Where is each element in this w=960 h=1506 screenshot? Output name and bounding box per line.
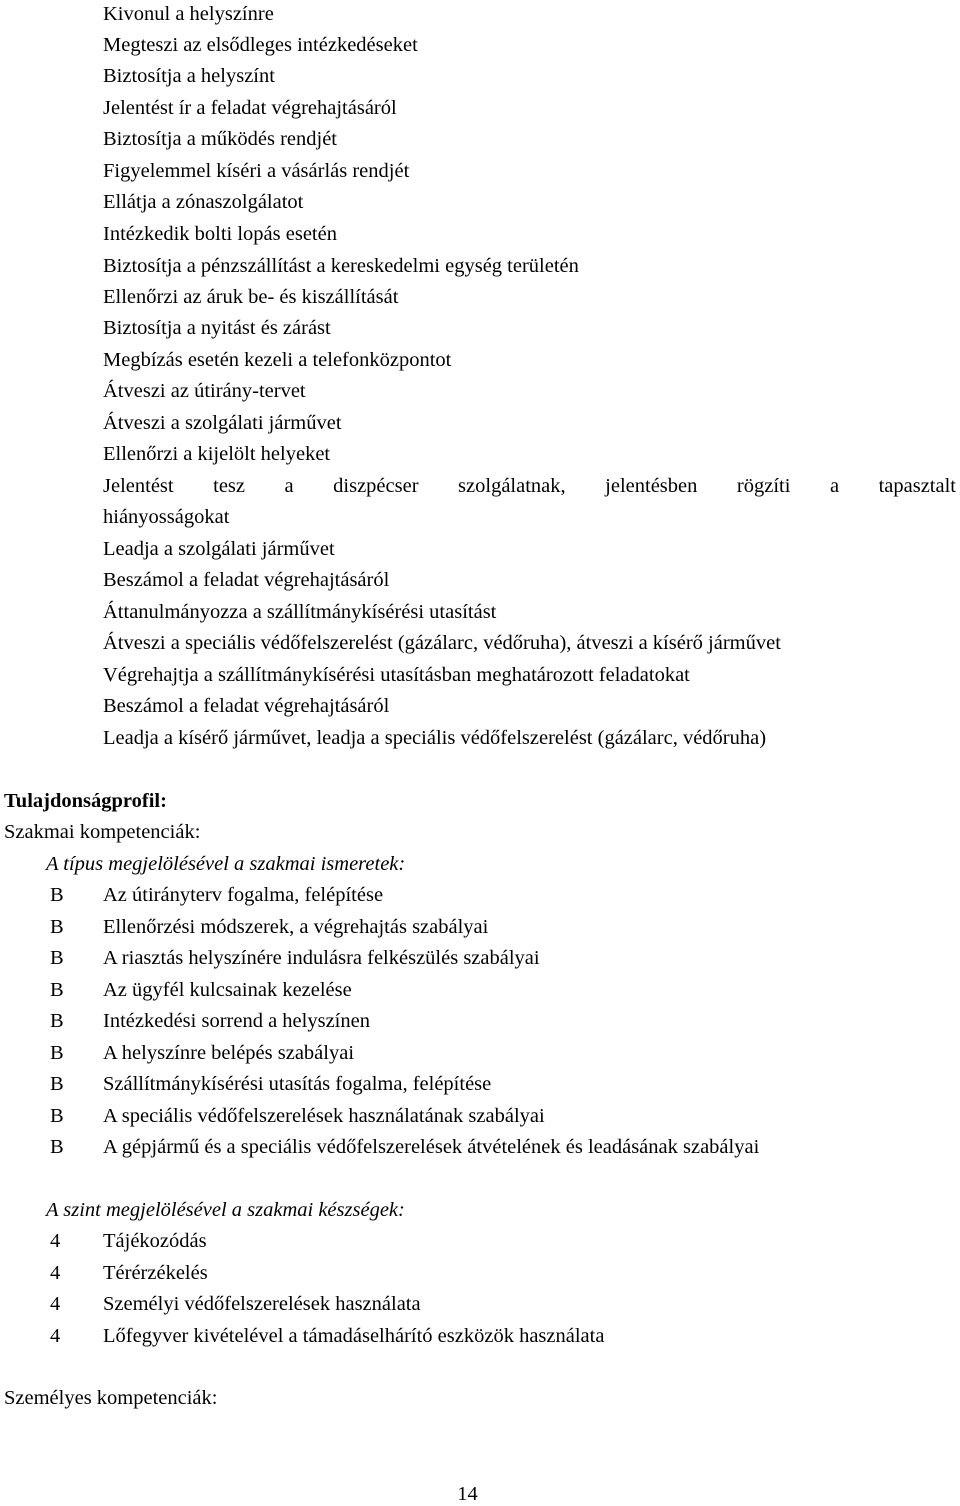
skill-level: 4 [50, 1262, 61, 1284]
professional-competences-heading: Szakmai kompetenciák: [4, 821, 201, 843]
knowledge-text: A helyszínre belépés szabályai [103, 1042, 355, 1064]
task-line-continuation: hiányosságokat [103, 506, 230, 528]
task-line: Kivonul a helyszínre [103, 3, 274, 25]
knowledge-row [0, 915, 960, 939]
knowledge-row [0, 946, 960, 970]
knowledge-code: B [50, 947, 64, 969]
skill-text: Lőfegyver kivételével a támadáselhárító eszközök használata [103, 1325, 605, 1347]
knowledge-text: Szállítmánykísérési utasítás fogalma, felépítése [103, 1073, 492, 1095]
skill-row [0, 1229, 960, 1253]
task-line: Megteszi az elsődleges intézkedéseket [103, 34, 418, 56]
knowledge-text: A speciális védőfelszerelések használatának szabályai [103, 1105, 545, 1127]
task-line: Biztosítja a működés rendjét [103, 128, 337, 150]
task-line: Beszámol a feladat végrehajtásáról [103, 695, 390, 717]
skill-level: 4 [50, 1230, 61, 1252]
skills-heading: A szint megjelölésével a szakmai készségek: [46, 1199, 405, 1221]
knowledge-text: Intézkedési sorrend a helyszínen [103, 1010, 370, 1032]
knowledge-code: B [50, 916, 64, 938]
knowledge-row [0, 978, 960, 1002]
personal-competences-heading: Személyes kompetenciák: [4, 1387, 218, 1409]
task-line: Intézkedik bolti lopás esetén [103, 223, 337, 245]
knowledge-code: B [50, 1105, 64, 1127]
task-line: Átveszi a szolgálati járművet [103, 412, 342, 434]
task-line: Ellenőrzi az áruk be- és kiszállítását [103, 286, 399, 308]
task-line: Jelentést ír a feladat végrehajtásáról [103, 97, 397, 119]
skill-level: 4 [50, 1325, 61, 1347]
knowledge-row [0, 1072, 960, 1096]
task-line: Leadja a kísérő járművet, leadja a speciális védőfelszerelést (gázálarc, védőruha) [103, 727, 767, 749]
task-line: Leadja a szolgálati járművet [103, 538, 335, 560]
task-line: Átveszi a speciális védőfelszerelést (gázálarc, védőruha), átveszi a kísérő járművet [103, 632, 781, 654]
task-line: Biztosítja a nyitást és zárást [103, 317, 331, 339]
skill-text: Térérzékelés [103, 1262, 208, 1284]
task-line: Átveszi az útirány-tervet [103, 380, 306, 402]
knowledge-text: Az ügyfél kulcsainak kezelése [103, 979, 352, 1001]
skill-level: 4 [50, 1293, 61, 1315]
knowledge-text: Az útirányterv fogalma, felépítése [103, 884, 384, 906]
task-line: Ellenőrzi a kijelölt helyeket [103, 443, 331, 465]
task-line: Figyelemmel kíséri a vásárlás rendjét [103, 160, 410, 182]
skill-row [0, 1261, 960, 1285]
knowledge-code: B [50, 1010, 64, 1032]
knowledge-row [0, 883, 960, 907]
knowledge-code: B [50, 1136, 64, 1158]
knowledge-row [0, 1104, 960, 1128]
task-line: Megbízás esetén kezeli a telefonközpontot [103, 349, 452, 371]
skill-row [0, 1292, 960, 1316]
knowledge-row [0, 1009, 960, 1033]
knowledge-text: Ellenőrzési módszerek, a végrehajtás szabályai [103, 916, 489, 938]
page-number: 14 [457, 1483, 478, 1505]
task-line: Áttanulmányozza a szállítmánykísérési utasítást [103, 601, 497, 623]
knowledge-row [0, 1041, 960, 1065]
task-line: Biztosítja a helyszínt [103, 65, 275, 87]
knowledge-text: A riasztás helyszínére indulásra felkészülés szabályai [103, 947, 540, 969]
profile-title: Tulajdonságprofil: [4, 790, 167, 812]
knowledge-code: B [50, 979, 64, 1001]
task-line: Ellátja a zónaszolgálatot [103, 191, 304, 213]
knowledge-code: B [50, 1042, 64, 1064]
task-line: Végrehajtja a szállítmánykísérési utasításban meghatározott feladatokat [103, 664, 690, 686]
knowledge-row [0, 1135, 960, 1159]
skill-row [0, 1324, 960, 1348]
knowledge-code: B [50, 884, 64, 906]
task-line: Beszámol a feladat végrehajtásáról [103, 569, 390, 591]
skill-text: Tájékozódás [103, 1230, 207, 1252]
knowledge-heading: A típus megjelölésével a szakmai ismeretek: [46, 853, 406, 875]
task-line: Biztosítja a pénzszállítást a kereskedelmi egység területén [103, 255, 579, 277]
task-line-justified: Jelentést tesz a diszpécser szolgálatnak, jelentésben rögzíti a tapasztalt [103, 475, 956, 497]
knowledge-code: B [50, 1073, 64, 1095]
knowledge-text: A gépjármű és a speciális védőfelszerelések átvételének és leadásának szabályai [103, 1136, 760, 1158]
skill-text: Személyi védőfelszerelések használata [103, 1293, 421, 1315]
